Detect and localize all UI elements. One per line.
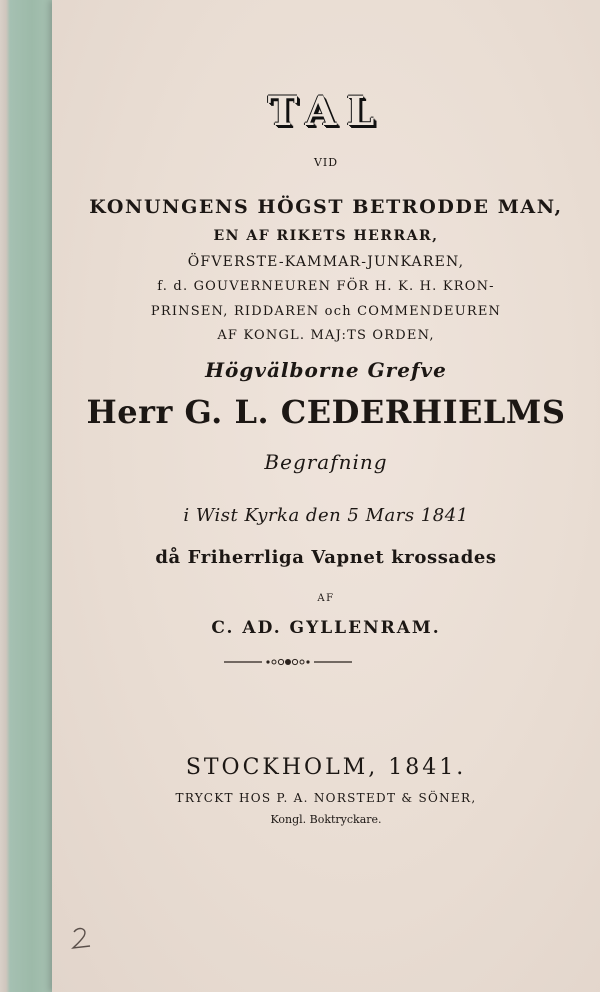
- dedication-line-3: ÖFVERSTE-KAMMAR-JUNKAREN,: [187, 254, 465, 270]
- author-name: C. AD. GYLLENRAM.: [211, 618, 441, 638]
- spine-edge: [0, 0, 10, 992]
- imprint-printer-title: Kongl. Boktryckare.: [270, 813, 382, 826]
- ornament-divider: [222, 654, 354, 670]
- place-date-line: i Wist Kyrka den 5 Mars 1841: [183, 505, 469, 526]
- imprint-printer: TRYCKT HOS P. A. NORSTEDT & SÖNER,: [175, 791, 477, 805]
- page-title: TAL: [267, 88, 385, 135]
- by-line: AF: [317, 593, 335, 604]
- dedication-line-1: KONUNGENS HÖGST BETRODDE MAN,: [89, 196, 563, 218]
- subject-name: Herr G. L. CEDERHIELMS: [86, 393, 566, 431]
- dedication-line-6: AF KONGL. MAJ:TS ORDEN,: [217, 328, 435, 343]
- occasion-line: Begrafning: [264, 450, 388, 474]
- pencil-marginalia: [66, 924, 106, 952]
- dedication-line-4: f. d. GOUVERNEUREN FÖR H. K. H. KRON-: [157, 279, 495, 294]
- ceremony-line: då Friherrliga Vapnet krossades: [155, 547, 497, 568]
- imprint-city-year: STOCKHOLM, 1841.: [185, 755, 467, 780]
- dedication-line-2: EN AF RIKETS HERRAR,: [213, 228, 439, 244]
- dedication-line-5: PRINSEN, RIDDAREN och COMMENDEUREN: [150, 304, 502, 319]
- preposition-vid: VID: [313, 156, 339, 169]
- honorific-line: Högvälborne Grefve: [205, 358, 447, 382]
- title-page: [52, 0, 600, 992]
